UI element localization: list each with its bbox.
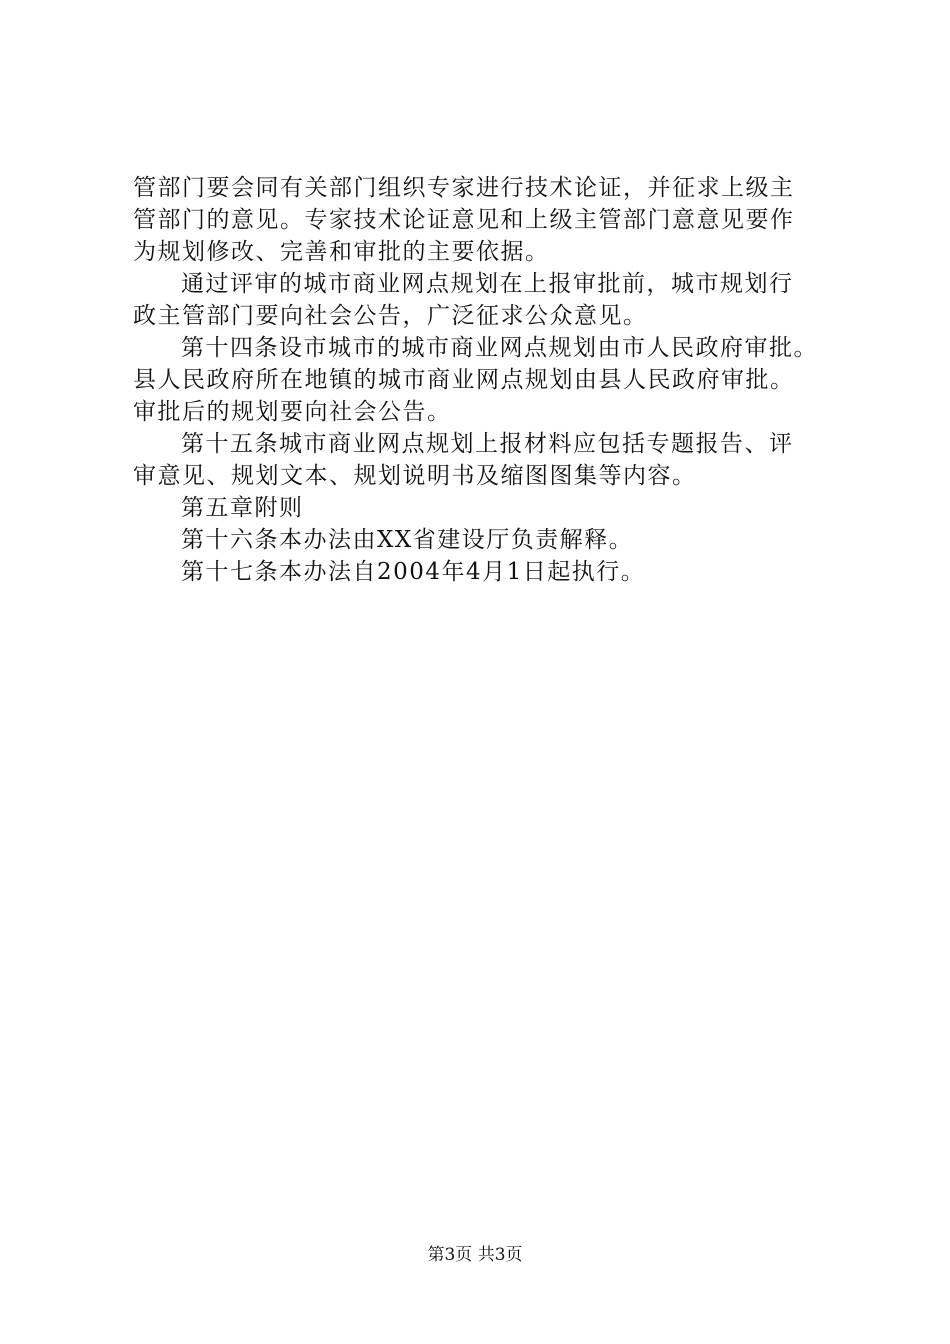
text-line: 通过评审的城市商业网点规划在上报审批前，城市规划行 [181,271,794,297]
article-15-line: 第十五条城市商业网点规划上报材料应包括专题报告、评 [181,431,794,457]
text-line: 政主管部门要向社会公告，广泛征求公众意见。 [133,303,648,329]
page-footer: 第3页 共3页 [427,1245,523,1265]
article-16-line: 第十六条本办法由XX省建设厅负责解释。 [181,527,634,553]
text-line: 管部门的意见。专家技术论证意见和上级主管部门意意见要作 [133,207,795,233]
article-14-line: 第十四条设市城市的城市商业网点规划由市人民政府审批。 [181,335,818,361]
text-line: 管部门要会同有关部门组织专家进行技术论证，并征求上级主 [133,175,795,201]
text-line: 审批后的规划要向社会公告。 [133,399,452,425]
text-line: 县人民政府所在地镇的城市商业网点规划由县人民政府审批。 [133,367,795,393]
chapter-heading: 第五章附则 [181,495,304,521]
text-line: 为规划修改、完善和审批的主要依据。 [133,239,550,265]
text-line: 审意见、规划文本、规划说明书及缩图图集等内容。 [133,463,697,489]
article-17-line: 第十七条本办法自2004年4月1日起执行。 [181,559,646,585]
document-body [133,172,843,588]
